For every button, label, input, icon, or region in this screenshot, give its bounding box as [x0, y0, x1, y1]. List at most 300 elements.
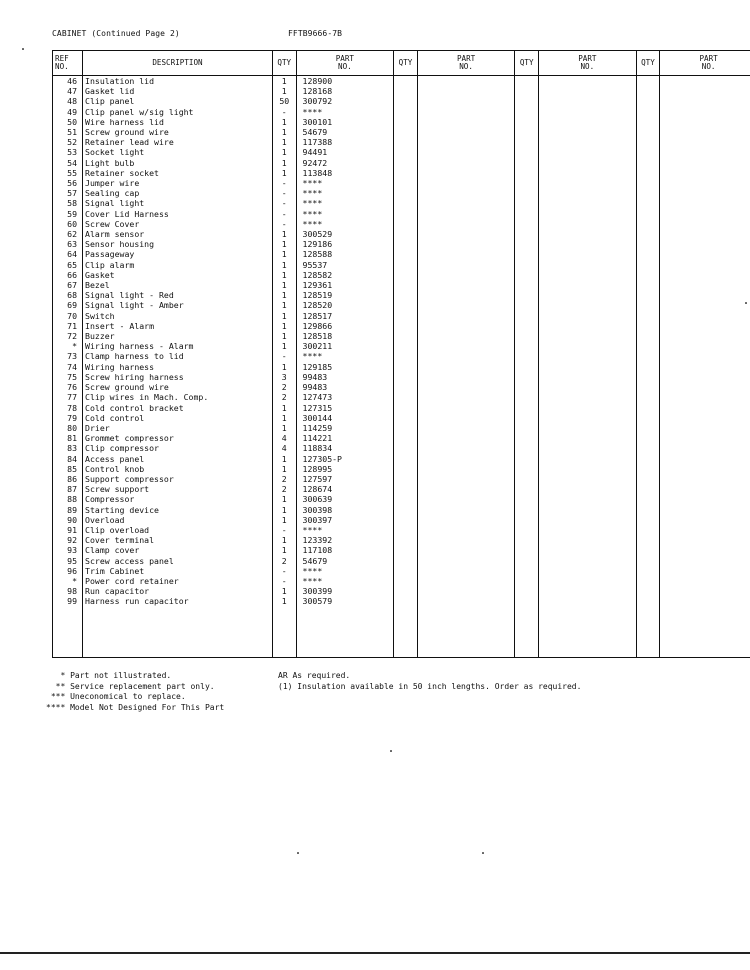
part-cell: [539, 290, 637, 300]
part-cell: [417, 239, 515, 249]
description-cell: Clamp cover: [83, 545, 273, 555]
part-cell: [660, 505, 750, 515]
table-row: [53, 107, 750, 117]
ref-cell: 80: [53, 423, 83, 433]
part-cell: [539, 372, 637, 382]
part-cell: [539, 515, 637, 525]
ref-cell: 67: [53, 280, 83, 290]
col-header-qty: QTY: [636, 51, 660, 76]
qty-cell: [636, 403, 660, 413]
part-cell: [660, 249, 750, 259]
qty-cell: [394, 249, 418, 259]
table-row: [53, 413, 750, 423]
ref-cell: 51: [53, 127, 83, 137]
table-row: [53, 586, 750, 596]
qty-cell: [515, 239, 539, 249]
ref-cell: 56: [53, 178, 83, 188]
empty-cell: [53, 607, 83, 658]
ref-cell: 74: [53, 362, 83, 372]
part-cell: [660, 484, 750, 494]
ref-cell: 78: [53, 403, 83, 413]
qty-cell: 1: [272, 505, 296, 515]
qty-cell: [636, 535, 660, 545]
ref-cell: 91: [53, 525, 83, 535]
ref-cell: 89: [53, 505, 83, 515]
part-cell: [417, 209, 515, 219]
table-row: [53, 433, 750, 443]
qty-cell: [394, 117, 418, 127]
qty-cell: [636, 341, 660, 351]
qty-cell: [636, 505, 660, 515]
description-cell: Clip compressor: [83, 443, 273, 453]
part-cell: [660, 147, 750, 157]
qty-cell: [515, 229, 539, 239]
part-cell: [417, 117, 515, 127]
qty-cell: 2: [272, 392, 296, 402]
qty-cell: [394, 178, 418, 188]
description-cell: Socket light: [83, 147, 273, 157]
qty-cell: [636, 280, 660, 290]
table-row: [53, 351, 750, 361]
part-cell: [539, 545, 637, 555]
page-bottom-rule: [0, 952, 750, 954]
description-cell: Gasket lid: [83, 86, 273, 96]
qty-cell: [394, 464, 418, 474]
part-cell: [417, 545, 515, 555]
qty-cell: 1: [272, 515, 296, 525]
qty-cell: 1: [272, 86, 296, 96]
part-cell: [539, 270, 637, 280]
part-cell: ****: [296, 198, 394, 208]
table-row: [53, 474, 750, 484]
empty-cell: [636, 607, 660, 658]
part-cell: 128520: [296, 300, 394, 310]
table-row: [53, 535, 750, 545]
qty-cell: [394, 443, 418, 453]
table-row: [53, 515, 750, 525]
scan-speck: [22, 48, 24, 50]
qty-cell: -: [272, 209, 296, 219]
description-cell: Clamp harness to lid: [83, 351, 273, 361]
ref-cell: 64: [53, 249, 83, 259]
part-cell: ****: [296, 107, 394, 117]
col-header-part: PART NO.: [296, 51, 394, 76]
part-cell: [660, 260, 750, 270]
part-cell: [539, 494, 637, 504]
qty-cell: [515, 86, 539, 96]
part-cell: [539, 311, 637, 321]
part-cell: 129186: [296, 239, 394, 249]
part-cell: [660, 331, 750, 341]
ref-cell: 85: [53, 464, 83, 474]
part-cell: [660, 464, 750, 474]
qty-cell: [515, 168, 539, 178]
qty-cell: [394, 474, 418, 484]
qty-cell: [515, 535, 539, 545]
part-cell: [417, 362, 515, 372]
description-cell: Buzzer: [83, 331, 273, 341]
qty-cell: [515, 321, 539, 331]
part-cell: [417, 351, 515, 361]
description-cell: Clip overload: [83, 525, 273, 535]
description-cell: Alarm sensor: [83, 229, 273, 239]
part-cell: [417, 270, 515, 280]
description-cell: Jumper wire: [83, 178, 273, 188]
part-cell: [539, 178, 637, 188]
table-row: [53, 178, 750, 188]
qty-cell: [394, 454, 418, 464]
part-cell: [539, 403, 637, 413]
qty-cell: 1: [272, 137, 296, 147]
part-cell: 300101: [296, 117, 394, 127]
part-cell: [417, 433, 515, 443]
description-cell: Cold control: [83, 413, 273, 423]
part-cell: 117108: [296, 545, 394, 555]
ref-cell: 62: [53, 229, 83, 239]
part-cell: [660, 433, 750, 443]
ref-cell: 47: [53, 86, 83, 96]
col-header-description: DESCRIPTION: [83, 51, 273, 76]
ref-cell: 76: [53, 382, 83, 392]
part-cell: 127315: [296, 403, 394, 413]
part-cell: [417, 525, 515, 535]
qty-cell: [394, 290, 418, 300]
qty-cell: [515, 515, 539, 525]
footnote-line: **** Model Not Designed For This Part: [46, 702, 225, 712]
part-cell: ****: [296, 178, 394, 188]
part-cell: [539, 382, 637, 392]
qty-cell: [394, 321, 418, 331]
qty-cell: [636, 351, 660, 361]
part-cell: 300639: [296, 494, 394, 504]
footnote-line: (1) Insulation available in 50 inch lengths. Order as required.: [278, 681, 582, 691]
table-row: [53, 239, 750, 249]
table-row: [53, 505, 750, 515]
part-cell: 300399: [296, 586, 394, 596]
qty-cell: [394, 137, 418, 147]
part-cell: [660, 576, 750, 586]
part-cell: [417, 474, 515, 484]
part-cell: [539, 239, 637, 249]
part-cell: [539, 556, 637, 566]
table-row: [53, 147, 750, 157]
parts-table-container: [52, 50, 750, 658]
description-cell: Passageway: [83, 249, 273, 259]
ref-cell: 95: [53, 556, 83, 566]
description-cell: Sensor housing: [83, 239, 273, 249]
part-cell: [660, 321, 750, 331]
table-row: [53, 596, 750, 606]
part-cell: [417, 505, 515, 515]
qty-cell: [636, 117, 660, 127]
qty-cell: [394, 219, 418, 229]
description-cell: Wiring harness - Alarm: [83, 341, 273, 351]
scan-speck: [745, 302, 747, 304]
empty-cell: [272, 607, 296, 658]
qty-cell: [636, 413, 660, 423]
qty-cell: [515, 249, 539, 259]
ref-cell: 54: [53, 158, 83, 168]
ref-cell: 70: [53, 311, 83, 321]
description-cell: Wiring harness: [83, 362, 273, 372]
qty-cell: [636, 576, 660, 586]
part-cell: [539, 596, 637, 606]
part-cell: [417, 147, 515, 157]
table-row: [53, 525, 750, 535]
part-cell: [539, 351, 637, 361]
part-cell: [539, 219, 637, 229]
table-row: [53, 270, 750, 280]
part-cell: [660, 525, 750, 535]
empty-cell: [660, 607, 750, 658]
description-cell: Run capacitor: [83, 586, 273, 596]
qty-cell: [394, 188, 418, 198]
part-cell: [660, 382, 750, 392]
part-cell: [660, 270, 750, 280]
part-cell: [539, 188, 637, 198]
part-cell: [660, 372, 750, 382]
part-cell: [539, 107, 637, 117]
part-cell: [660, 209, 750, 219]
part-cell: ****: [296, 525, 394, 535]
qty-cell: [515, 382, 539, 392]
qty-cell: [636, 443, 660, 453]
qty-cell: 4: [272, 433, 296, 443]
table-row: [53, 86, 750, 96]
part-cell: [417, 566, 515, 576]
qty-cell: 1: [272, 260, 296, 270]
description-cell: Screw support: [83, 484, 273, 494]
ref-cell: 77: [53, 392, 83, 402]
ref-cell: 73: [53, 351, 83, 361]
empty-cell: [296, 607, 394, 658]
qty-cell: [636, 586, 660, 596]
qty-cell: [636, 515, 660, 525]
qty-cell: 1: [272, 413, 296, 423]
qty-cell: -: [272, 107, 296, 117]
empty-cell: [539, 607, 637, 658]
qty-cell: 1: [272, 311, 296, 321]
scan-speck: [390, 750, 392, 752]
part-cell: [539, 229, 637, 239]
part-cell: 128674: [296, 484, 394, 494]
part-cell: [539, 96, 637, 106]
part-cell: 127305-P: [296, 454, 394, 464]
qty-cell: [515, 454, 539, 464]
qty-cell: [515, 96, 539, 106]
part-cell: [660, 86, 750, 96]
qty-cell: -: [272, 219, 296, 229]
table-row: [53, 341, 750, 351]
qty-cell: [515, 127, 539, 137]
qty-cell: [394, 566, 418, 576]
qty-cell: [394, 586, 418, 596]
table-row: [53, 464, 750, 474]
part-cell: 128168: [296, 86, 394, 96]
part-cell: 99483: [296, 372, 394, 382]
ref-cell: 49: [53, 107, 83, 117]
part-cell: [539, 362, 637, 372]
part-cell: [417, 392, 515, 402]
qty-cell: 1: [272, 280, 296, 290]
qty-cell: 1: [272, 158, 296, 168]
col-header-qty: QTY: [394, 51, 418, 76]
part-cell: 129866: [296, 321, 394, 331]
part-cell: 129185: [296, 362, 394, 372]
qty-cell: [394, 403, 418, 413]
qty-cell: [394, 311, 418, 321]
description-cell: Screw access panel: [83, 556, 273, 566]
part-cell: [660, 351, 750, 361]
qty-cell: [515, 556, 539, 566]
part-cell: [539, 433, 637, 443]
qty-cell: [394, 372, 418, 382]
qty-cell: [636, 260, 660, 270]
part-cell: 128582: [296, 270, 394, 280]
qty-cell: [636, 198, 660, 208]
qty-cell: 1: [272, 127, 296, 137]
ref-cell: 59: [53, 209, 83, 219]
qty-cell: [636, 290, 660, 300]
part-cell: [539, 443, 637, 453]
part-cell: [417, 535, 515, 545]
description-cell: Trim Cabinet: [83, 566, 273, 576]
part-cell: 129361: [296, 280, 394, 290]
description-cell: Compressor: [83, 494, 273, 504]
part-cell: [660, 545, 750, 555]
qty-cell: [515, 76, 539, 87]
description-cell: Clip panel w/sig light: [83, 107, 273, 117]
description-cell: Switch: [83, 311, 273, 321]
part-cell: [417, 158, 515, 168]
part-cell: [539, 137, 637, 147]
qty-cell: [636, 137, 660, 147]
qty-cell: 1: [272, 586, 296, 596]
part-cell: 123392: [296, 535, 394, 545]
qty-cell: [394, 76, 418, 87]
qty-cell: [394, 168, 418, 178]
ref-cell: *: [53, 576, 83, 586]
qty-cell: [515, 351, 539, 361]
description-cell: Signal light: [83, 198, 273, 208]
table-row: [53, 311, 750, 321]
scan-speck: [297, 852, 299, 854]
qty-cell: [515, 311, 539, 321]
qty-cell: 1: [272, 321, 296, 331]
description-cell: Clip panel: [83, 96, 273, 106]
qty-cell: [515, 270, 539, 280]
table-header-row: [53, 51, 750, 76]
qty-cell: 2: [272, 382, 296, 392]
qty-cell: [515, 433, 539, 443]
part-cell: 95537: [296, 260, 394, 270]
description-cell: Control knob: [83, 464, 273, 474]
table-row: [53, 96, 750, 106]
part-cell: [539, 392, 637, 402]
qty-cell: [636, 219, 660, 229]
part-cell: [539, 209, 637, 219]
description-cell: Gasket: [83, 270, 273, 280]
qty-cell: [636, 331, 660, 341]
qty-cell: [394, 341, 418, 351]
qty-cell: [636, 270, 660, 280]
qty-cell: [515, 576, 539, 586]
description-cell: Screw ground wire: [83, 127, 273, 137]
ref-cell: 65: [53, 260, 83, 270]
part-cell: [539, 505, 637, 515]
part-cell: [539, 86, 637, 96]
qty-cell: [636, 76, 660, 87]
qty-cell: [515, 474, 539, 484]
description-cell: Cold control bracket: [83, 403, 273, 413]
part-cell: [660, 413, 750, 423]
part-cell: [660, 198, 750, 208]
qty-cell: [636, 209, 660, 219]
qty-cell: [636, 556, 660, 566]
part-cell: 300211: [296, 341, 394, 351]
qty-cell: 1: [272, 290, 296, 300]
part-cell: [539, 535, 637, 545]
qty-cell: [515, 525, 539, 535]
part-cell: [539, 260, 637, 270]
part-cell: [660, 392, 750, 402]
qty-cell: [394, 86, 418, 96]
ref-cell: 52: [53, 137, 83, 147]
part-cell: [417, 403, 515, 413]
qty-cell: 1: [272, 76, 296, 87]
part-cell: 300398: [296, 505, 394, 515]
ref-cell: 63: [53, 239, 83, 249]
qty-cell: [636, 86, 660, 96]
part-cell: [417, 290, 515, 300]
ref-cell: 90: [53, 515, 83, 525]
description-cell: Signal light - Red: [83, 290, 273, 300]
description-cell: Power cord retainer: [83, 576, 273, 586]
ref-cell: 98: [53, 586, 83, 596]
table-row: [53, 454, 750, 464]
part-cell: [660, 239, 750, 249]
part-cell: [539, 566, 637, 576]
ref-cell: 69: [53, 300, 83, 310]
qty-cell: [394, 158, 418, 168]
qty-cell: [394, 423, 418, 433]
part-cell: [660, 300, 750, 310]
part-cell: [660, 280, 750, 290]
part-cell: [417, 219, 515, 229]
part-cell: [539, 76, 637, 87]
part-cell: [417, 280, 515, 290]
ref-cell: 68: [53, 290, 83, 300]
description-cell: Signal light - Amber: [83, 300, 273, 310]
empty-cell: [394, 607, 418, 658]
part-cell: [417, 96, 515, 106]
table-row: [53, 249, 750, 259]
table-row: [53, 372, 750, 382]
qty-cell: [394, 433, 418, 443]
part-cell: [417, 137, 515, 147]
part-cell: [417, 464, 515, 474]
part-cell: [417, 515, 515, 525]
part-cell: [660, 229, 750, 239]
empty-cell: [83, 607, 273, 658]
part-cell: 118834: [296, 443, 394, 453]
qty-cell: 1: [272, 341, 296, 351]
part-cell: 127597: [296, 474, 394, 484]
part-cell: [660, 96, 750, 106]
part-cell: [417, 168, 515, 178]
qty-cell: [515, 392, 539, 402]
qty-cell: 1: [272, 362, 296, 372]
